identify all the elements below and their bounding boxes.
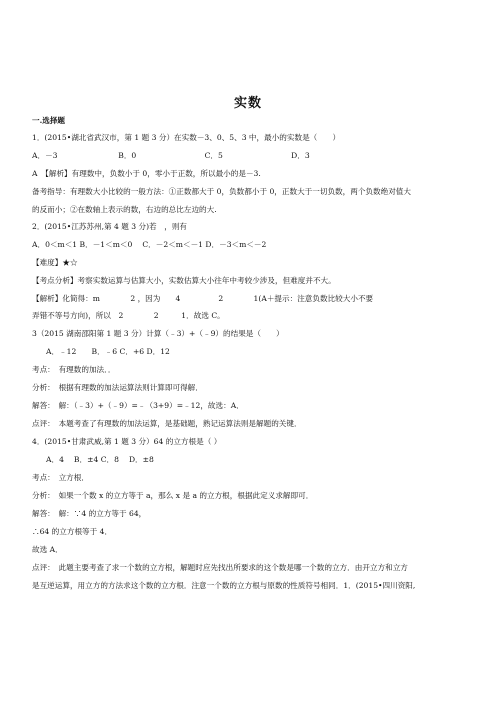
q4-comment-line-2: 是互逆运算，用立方的方法求这个数的立方根．注意一个数的立方根与原数的性质符号相同．1．(2015•四川资阳, bbox=[32, 581, 416, 590]
question-3-options: A．﹣12 B．﹣6 C．+6 D．12 bbox=[46, 347, 170, 356]
q4-answer-2: ∴64 的立方根等于 4． bbox=[32, 527, 113, 536]
question-2-options: A．0＜m＜1 B．－1＜m＜0 C．－2＜m＜－1 D．－3＜m＜－2 bbox=[32, 240, 267, 249]
section-heading: 一.选择题 bbox=[32, 116, 66, 125]
q4-topic: 考点： 立方根． bbox=[32, 473, 89, 482]
page-title: 实数 bbox=[233, 96, 262, 111]
analysis: 【考点分析】考察实数运算与估算大小，实数估算大小往年中考较少涉及，但难度并不大。 bbox=[32, 276, 336, 285]
question-2: 2．(2015•江苏苏州,第 4 题 3 分)若 ，则有 bbox=[32, 222, 188, 231]
q4-analysis: 分析： 如果一个数 x 的立方等于 a，那么 x 是 a 的立方根，根据此定义求解即可． bbox=[32, 491, 314, 500]
solution-line-2: 弄错不等号方向)，所以 2 2 1．故选 C。 bbox=[32, 311, 225, 320]
study-guide-line-2: 的反而小；②在数轴上表示的数，右边的总比左边的大. bbox=[32, 205, 217, 214]
q4-answer: 解答： 解：∵4 的立方等于 64， bbox=[32, 509, 147, 518]
q4-comment-line-1: 点评： 此题主要考查了求一个数的立方根，解题时应先找出所要求的这个数是哪一个数的立方．由开立方和立方 bbox=[32, 563, 408, 572]
question-4-options: A．4 B．±4 C．8 D．±8 bbox=[46, 455, 154, 464]
question-4: 4．(2015•甘肃武威,第 1 题 3 分）64 的立方根是（ ） bbox=[32, 437, 222, 446]
q4-answer-3: 故选 A． bbox=[32, 545, 63, 554]
question-1-solution: A 【解析】有理数中，负数小于 0，零小于正数，所以最小的是－3. bbox=[32, 169, 261, 178]
q3-comment: 点评： 本题考查了有理数的加法运算，是基础题，熟记运算法则是解题的关键． bbox=[32, 419, 302, 428]
q3-topic: 考点： 有理数的加法．． bbox=[32, 365, 116, 374]
question-3: 3（2015 湖南邵阳第 1 题 3 分）计算（﹣3）+（﹣9）的结果是（ ） bbox=[32, 329, 284, 338]
q3-answer: 解答： 解：（﹣3）+（﹣9）=﹣（3+9）=﹣12，故选：A． bbox=[32, 401, 244, 410]
question-1: 1．(2015•湖北省武汉市，第 1 题 3 分）在实数－3、0、5、3 中，最小的实数是（ ） bbox=[32, 133, 341, 142]
q3-analysis: 分析： 根据有理数的加法运算法则计算即可得解． bbox=[32, 383, 203, 392]
study-guide-line-1: 备考指导：有理数大小比较的一般方法：①正数都大于 0，负数都小于 0，正数大于一切负数，两个负数绝对值大 bbox=[32, 187, 411, 196]
question-1-options: A．－3 B．0 C．5 D．3 bbox=[32, 151, 310, 160]
solution-line-1: 【解析】化简得：m 2 ，因为 4 2 1(A＋提示：注意负数比较大小不要 bbox=[32, 294, 374, 303]
difficulty: 【难度】★☆ bbox=[32, 258, 78, 267]
